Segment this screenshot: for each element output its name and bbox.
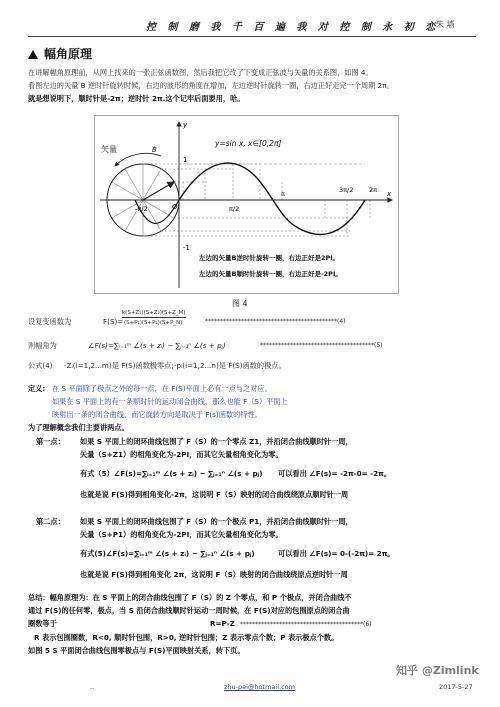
point2-line-2: 矢量（S+P1）的相角变化为-2PI，而其它矢量相角变化为零。 <box>80 530 283 539</box>
point1-line-4: 也就是说 F(S)得到相角变化-2π，这说明 F（S）映射的闭合曲线绕原点顺时针一周 <box>80 490 349 499</box>
figure-caption: 图 4 <box>232 299 248 308</box>
definition-line-2: 如果在 S 平面上的有一条顺时针的运动闭合曲线，那么也能 F（S）平面上 <box>52 397 288 406</box>
sine-curve <box>179 163 365 234</box>
footer-email-link[interactable]: zhu-pei@hotmail.com <box>224 683 295 691</box>
vector-b-arrow <box>143 182 174 200</box>
annotation-ccw: 左边的矢量B逆时针旋转一圈，右边正好是2PI。 <box>199 254 340 262</box>
point2-label: 第二点： <box>36 517 65 526</box>
figure-svg <box>95 116 398 293</box>
point1-line-2: 矢量（S+Z1）的相角变化为-2PI，而其它矢量相角变化为零。 <box>80 450 283 459</box>
formula3-text: -Zᵢ(i=1,2...m)是 F(S)函数极零点;-pᵢ(i=1,2...n)是 F(S)函数的极点。 <box>64 361 286 370</box>
summary-line-3: 圈数等于 <box>28 619 57 628</box>
point1-line-3-result: 可以看出 ∠F(s)= -2π-0= -2π。 <box>278 469 392 478</box>
neg-one-label: -1 <box>183 244 190 252</box>
summary-equation: R=P-Z <box>210 619 235 628</box>
intro-line-2: 看图左边的矢量 B 逆时针旋转时候，右边的波形的角度在增加，左边逆时针旋转一圈，右边正好走完一个周期 2π。 <box>28 81 394 90</box>
point1-label: 第一点： <box>36 437 65 446</box>
purpose-line: 为了理解概念我们主要讲两点。 <box>28 423 129 432</box>
formula1-numerator: k(S+Z₁)(S+Z₂)(S+Z_M) <box>122 310 186 316</box>
footer-date: 2017-5-27 <box>439 683 473 691</box>
formula1-denominator: (S+P₁)(S+P₂)(S+P_N) <box>124 320 183 326</box>
summary-line-1: 总结：幅角原理为：在 S 平面上的闭合曲线包围了 F（S）的 Z 个零点，和 P 个极点，并闭合曲线不 <box>28 593 352 602</box>
watermark: 知乎 @Zimlink <box>396 664 479 677</box>
point2-line-4: 也就是说 F(S)得到相角变化 2π，这说明 F（S）映射的闭合曲线绕原点逆时针一周 <box>80 570 348 579</box>
formula1-fs: F(S)= <box>103 317 124 326</box>
formula1-prefix: 设复变函数为 <box>28 317 72 326</box>
origin-label: O <box>172 203 178 211</box>
page-header <box>28 14 476 37</box>
b-label: B <box>152 146 157 154</box>
definition-line-1: 在 S 平面除了极点之外的每一点，在 F(S)平面上必有一点与之对应。 <box>52 384 272 393</box>
formula3-prefix: 公式(4) <box>28 361 53 370</box>
equation-label: y=sin x, x∈[0,2π] <box>215 139 282 148</box>
formula2-prefix: 则幅角为 <box>28 341 57 350</box>
intro-line-1: 在讲解幅角原理前，从网上找来的一张正弦函数图，然后我把它改了下变成正弦波与矢量的关系图，如图 4。 <box>28 68 373 77</box>
header-author: 朱 墙 <box>436 20 455 29</box>
section-title: 幅角原理 <box>44 47 93 61</box>
point1-line-3-formula: 有式（5）∠F(s)=∑ᵢ₌₁ᵐ ∠(s + zᵢ) − ∑ⱼ₌₁ⁿ ∠(s + pⱼ) <box>80 469 263 478</box>
point1-line-1: 如果 S 平面上的闭环曲线包围了 F（S）的一个零点 Z1，并沿闭合曲线顺时针一周， <box>80 437 353 446</box>
one-label: 1 <box>183 156 188 164</box>
header-title: 控 制 磨 我 千 百 遍 我 对 控 制 永 初 恋 <box>146 22 440 33</box>
pi-half-label: π/2 <box>229 205 240 213</box>
three-pi-half-label: 3π/2 <box>339 186 354 194</box>
pi-label: π <box>281 190 285 198</box>
summary-line-4: R 表示包围圈数，R<0, 顺时针包围，R>0, 逆时针包围；Z 表示零点个数；P 表示极点个数。 <box>34 633 339 642</box>
annotation-cw: 左边的矢量B顺时针旋转一圈，右边正好是-2PI。 <box>199 270 342 278</box>
formula2-expression: ∠F(s)=∑ᵢ₌₁ᵐ ∠(s + zᵢ) − ∑ⱼ₌₁ⁿ ∠(s + pⱼ) <box>88 341 226 350</box>
footer-dots: .. <box>90 683 95 691</box>
formula2-stars: **************************************(5) <box>260 342 383 349</box>
section-heading <box>28 45 92 62</box>
point2-line-1: 如果 S 平面上的闭环曲线包围了 F（S）的一个极点 P1，并沿闭合曲线顺时针一周， <box>80 517 353 526</box>
formula1-stars: ********************************************(4) <box>205 318 346 325</box>
definition-line-3: 映射出一条的闭合曲线，而它旋转方向是取决于 F(s)函数的特性。 <box>52 410 262 419</box>
definition-label: 定义: <box>28 384 46 393</box>
summary-stars: *****************************************(6) <box>240 621 372 628</box>
vector-label: 矢量 <box>101 145 117 154</box>
neg-pi-half-label: -π/2 <box>135 205 148 213</box>
point2-line-3-result: 可以看出 ∠F(s)= 0-(-2π)= 2π。 <box>278 549 395 558</box>
x-axis-label: x <box>387 190 392 198</box>
summary-line-5: 如图 5 S 平面闭合曲线包围零极点与 F(S)平面映射关系，转下页。 <box>28 646 245 655</box>
intro-line-3: 就是想说明下，顺时针是-2π；逆时针 2π.这个记牢后面要用，哈。 <box>28 94 245 103</box>
two-pi-label: 2π <box>369 186 378 194</box>
sine-vector-figure <box>94 115 399 294</box>
triangle-bullet-icon <box>28 50 38 59</box>
summary-line-2: 通过 F(S)的任何零，极点，当 S 沿闭合曲线顺时针运动一周时候，在 F(S)对应的包围原点的闭合曲 <box>28 606 350 615</box>
y-axis-label: y <box>183 121 188 129</box>
point2-line-3-formula: 有式(5)∠F(s)=∑ᵢ₌₁ᵐ ∠(s + zᵢ) − ∑ⱼ₌₁ⁿ ∠(s + pⱼ) <box>80 549 255 558</box>
